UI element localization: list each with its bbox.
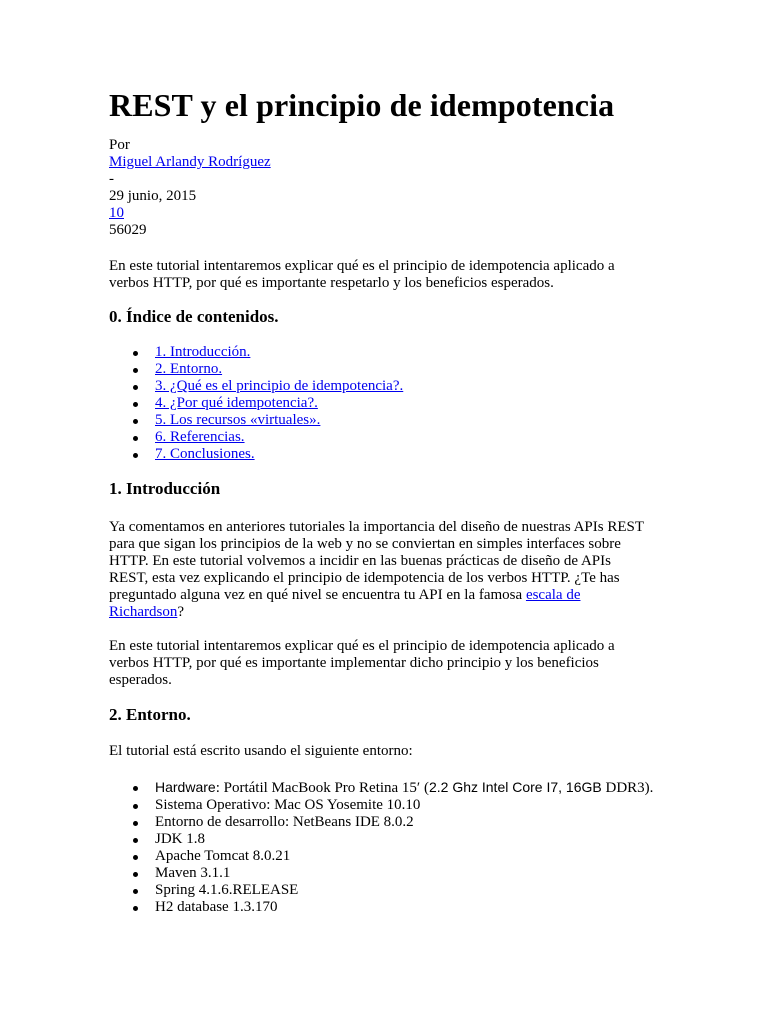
views-count: 56029	[109, 222, 147, 238]
toc-item	[155, 378, 655, 395]
section1-p1-end: ?	[177, 604, 184, 620]
toc-link-por-que[interactable]: 4. ¿Por qué idempotencia?.	[155, 395, 318, 411]
section2-intro: El tutorial está escrito usando el siguiente entorno:	[109, 743, 413, 759]
toc-item	[155, 446, 655, 463]
toc-item	[155, 429, 655, 446]
publish-date: 29 junio, 2015	[109, 188, 197, 204]
by-label: Por	[109, 137, 130, 153]
article-title: REST y el principio de idempotencia	[109, 87, 615, 123]
toc-link-entorno[interactable]: 2. Entorno.	[155, 361, 223, 377]
intro-paragraph: En este tutorial intentaremos explicar qué es el principio de idempotencia aplicado a verbos HTTP, por qué es importante respetarlo y los beneficios esperados.	[109, 258, 615, 291]
env-item: Entorno de desarrollo: NetBeans IDE 8.0.2	[155, 814, 655, 831]
comments-count-link[interactable]: 10	[109, 205, 124, 221]
env-item: Sistema Operativo: Mac OS Yosemite 10.10	[155, 797, 655, 814]
env-item: Apache Tomcat 8.0.21	[155, 848, 655, 865]
toc-item	[155, 412, 655, 429]
hardware-label: Hardware	[155, 779, 216, 795]
hardware-rest: DDR3).	[601, 780, 654, 796]
toc-item	[155, 395, 655, 412]
section1-heading: 1. Introducción	[109, 479, 221, 498]
richardson-link[interactable]: escala de Richardson	[109, 587, 581, 620]
toc-link-recursos[interactable]: 5. Los recursos «virtuales».	[155, 412, 321, 428]
hardware-specs: 2.2 Ghz Intel Core I7, 16GB	[428, 779, 602, 795]
toc-item	[155, 344, 655, 361]
env-item: H2 database 1.3.170	[155, 899, 655, 916]
section2-heading: 2. Entorno.	[109, 705, 191, 724]
article-meta	[109, 137, 768, 239]
toc-heading: 0. Índice de contenidos.	[109, 307, 279, 326]
author-link[interactable]: Miguel Arlandy Rodríguez	[109, 154, 271, 170]
toc-link-introduccion[interactable]: 1. Introducción.	[155, 344, 251, 360]
hardware-model: : Portátil MacBook Pro Retina 15′ (	[215, 780, 429, 796]
env-item-hardware	[155, 779, 655, 797]
section1-p1-text: Ya comentamos en anteriores tutoriales la importancia del diseño de nuestras APIs REST para que sigan los principios de la web y no se conviertan en simples interfaces sobre HTTP. En este tutorial volvemos a incidir en las buenas prácticas de diseño de APIs REST, esta vez explicando el principio de idempotencia de los verbos HTTP. ¿Te has preguntado alguna vez en qué nivel se encuentra tu API en la famosa	[109, 519, 644, 603]
toc-link-referencias[interactable]: 6. Referencias.	[155, 429, 245, 445]
env-item: Maven 3.1.1	[155, 865, 655, 882]
toc-list	[109, 344, 768, 463]
section1-paragraph-1	[109, 519, 649, 621]
meta-separator: -	[109, 171, 114, 187]
toc-link-principio[interactable]: 3. ¿Qué es el principio de idempotencia?.	[155, 378, 404, 394]
toc-link-conclusiones[interactable]: 7. Conclusiones.	[155, 446, 255, 462]
env-item: Spring 4.1.6.RELEASE	[155, 882, 655, 899]
environment-list	[109, 779, 768, 916]
toc-item	[155, 361, 655, 378]
section1-paragraph-2: En este tutorial intentaremos explicar qué es el principio de idempotencia aplicado a verbos HTTP, por qué es importante implementar dicho principio y los beneficios esperados.	[109, 638, 615, 688]
env-item: JDK 1.8	[155, 831, 655, 848]
